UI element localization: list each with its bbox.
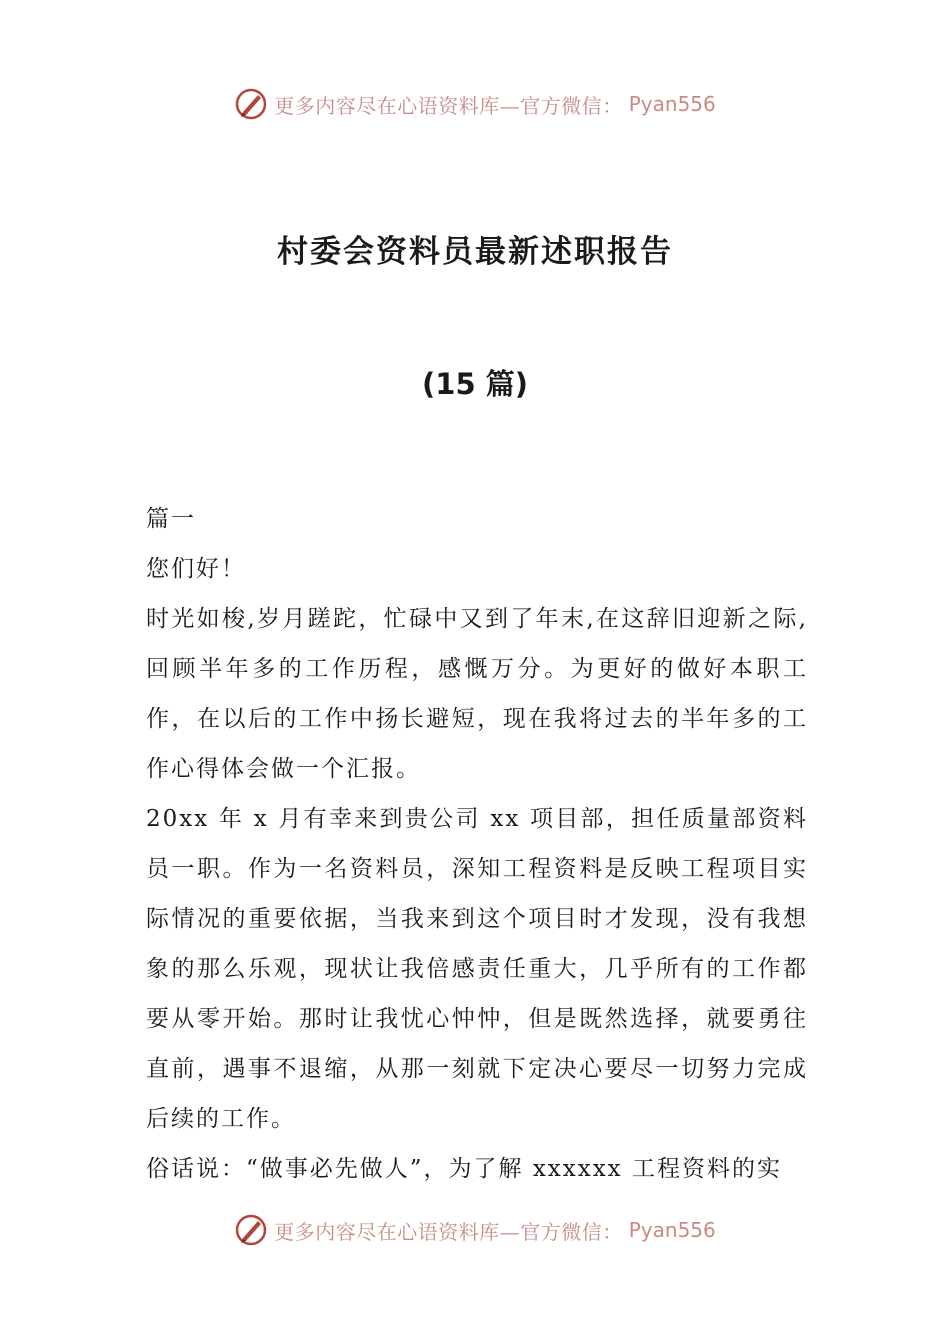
- greeting: 您们好！: [146, 556, 246, 582]
- pen-logo-icon: [234, 87, 268, 121]
- paragraph: 20xx 年 x 月有幸来到贵公司 xx 项目部，担任质量部资料员一职。作为一名资料员，深知工程资料是反映工程项目实际情况的重要依据，当我来到这个项目时才发现，没有我想象的那么乐观，现状让我倍感责任重大，几乎所有的工作都要从零开始。那时让我忧心忡忡，但是既然选择，就要勇往直前，遇事不退缩，从那一刻就下定决心要尽一切努力完成后续的工作。: [146, 806, 808, 1132]
- watermark-handle: Pyan556: [628, 92, 716, 116]
- watermark-handle: Pyan556: [628, 1218, 716, 1242]
- document-body: [146, 494, 808, 1194]
- section-heading: 篇一: [146, 506, 196, 532]
- document-title: 村委会资料员最新述职报告: [277, 234, 673, 270]
- paragraph: 时光如梭,岁月蹉跎，忙碌中又到了年末,在这辞旧迎新之际,回顾半年多的工作历程，感慨万分。为更好的做好本职工作，在以后的工作中扬长避短，现在我将过去的半年多的工作心得体会做一个汇报。: [146, 606, 808, 782]
- watermark-header: [0, 84, 950, 124]
- watermark-text: 更多内容尽在心语资料库—官方微信：: [274, 93, 623, 118]
- watermark-text: 更多内容尽在心语资料库—官方微信：: [274, 1219, 623, 1244]
- document-subtitle: (15 篇): [422, 367, 528, 401]
- pen-logo-icon: [234, 1213, 268, 1247]
- watermark-footer: [0, 1210, 950, 1250]
- paragraph: 俗话说：“做事必先做人”，为了解 xxxxxx 工程资料的实: [146, 1156, 782, 1182]
